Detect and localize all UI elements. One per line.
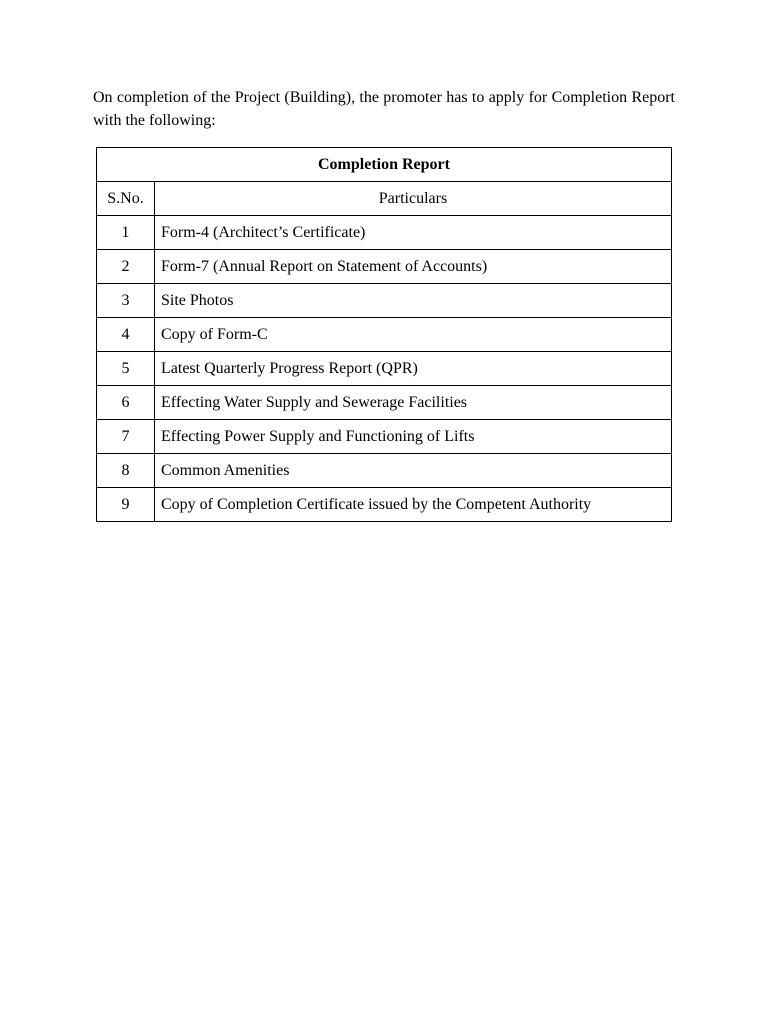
row-particular: Effecting Power Supply and Functioning of Lifts xyxy=(155,420,672,454)
row-particular: Form-7 (Annual Report on Statement of Accounts) xyxy=(155,250,672,284)
row-particular: Latest Quarterly Progress Report (QPR) xyxy=(155,352,672,386)
table-row xyxy=(97,318,672,352)
table-title: Completion Report xyxy=(97,148,672,182)
completion-report-table xyxy=(96,147,672,522)
row-sno: 6 xyxy=(97,386,155,420)
column-header-sno: S.No. xyxy=(97,182,155,216)
row-particular: Effecting Water Supply and Sewerage Facilities xyxy=(155,386,672,420)
table-row xyxy=(97,250,672,284)
table-row xyxy=(97,420,672,454)
table-title-row xyxy=(97,148,672,182)
table-row xyxy=(97,386,672,420)
table-row xyxy=(97,488,672,522)
table-row xyxy=(97,284,672,318)
row-sno: 1 xyxy=(97,216,155,250)
table-row xyxy=(97,454,672,488)
row-particular: Copy of Form-C xyxy=(155,318,672,352)
table-header-row xyxy=(97,182,672,216)
row-sno: 8 xyxy=(97,454,155,488)
row-particular: Site Photos xyxy=(155,284,672,318)
row-sno: 9 xyxy=(97,488,155,522)
intro-paragraph: On completion of the Project (Building), the promoter has to apply for Completion Report with the following: xyxy=(93,89,675,129)
column-header-particulars: Particulars xyxy=(155,182,672,216)
row-sno: 5 xyxy=(97,352,155,386)
table-row xyxy=(97,216,672,250)
row-sno: 7 xyxy=(97,420,155,454)
table-row xyxy=(97,352,672,386)
row-particular: Form-4 (Architect’s Certificate) xyxy=(155,216,672,250)
row-sno: 3 xyxy=(97,284,155,318)
row-particular: Copy of Completion Certificate issued by the Competent Authority xyxy=(155,488,672,522)
row-particular: Common Amenities xyxy=(155,454,672,488)
row-sno: 2 xyxy=(97,250,155,284)
row-sno: 4 xyxy=(97,318,155,352)
